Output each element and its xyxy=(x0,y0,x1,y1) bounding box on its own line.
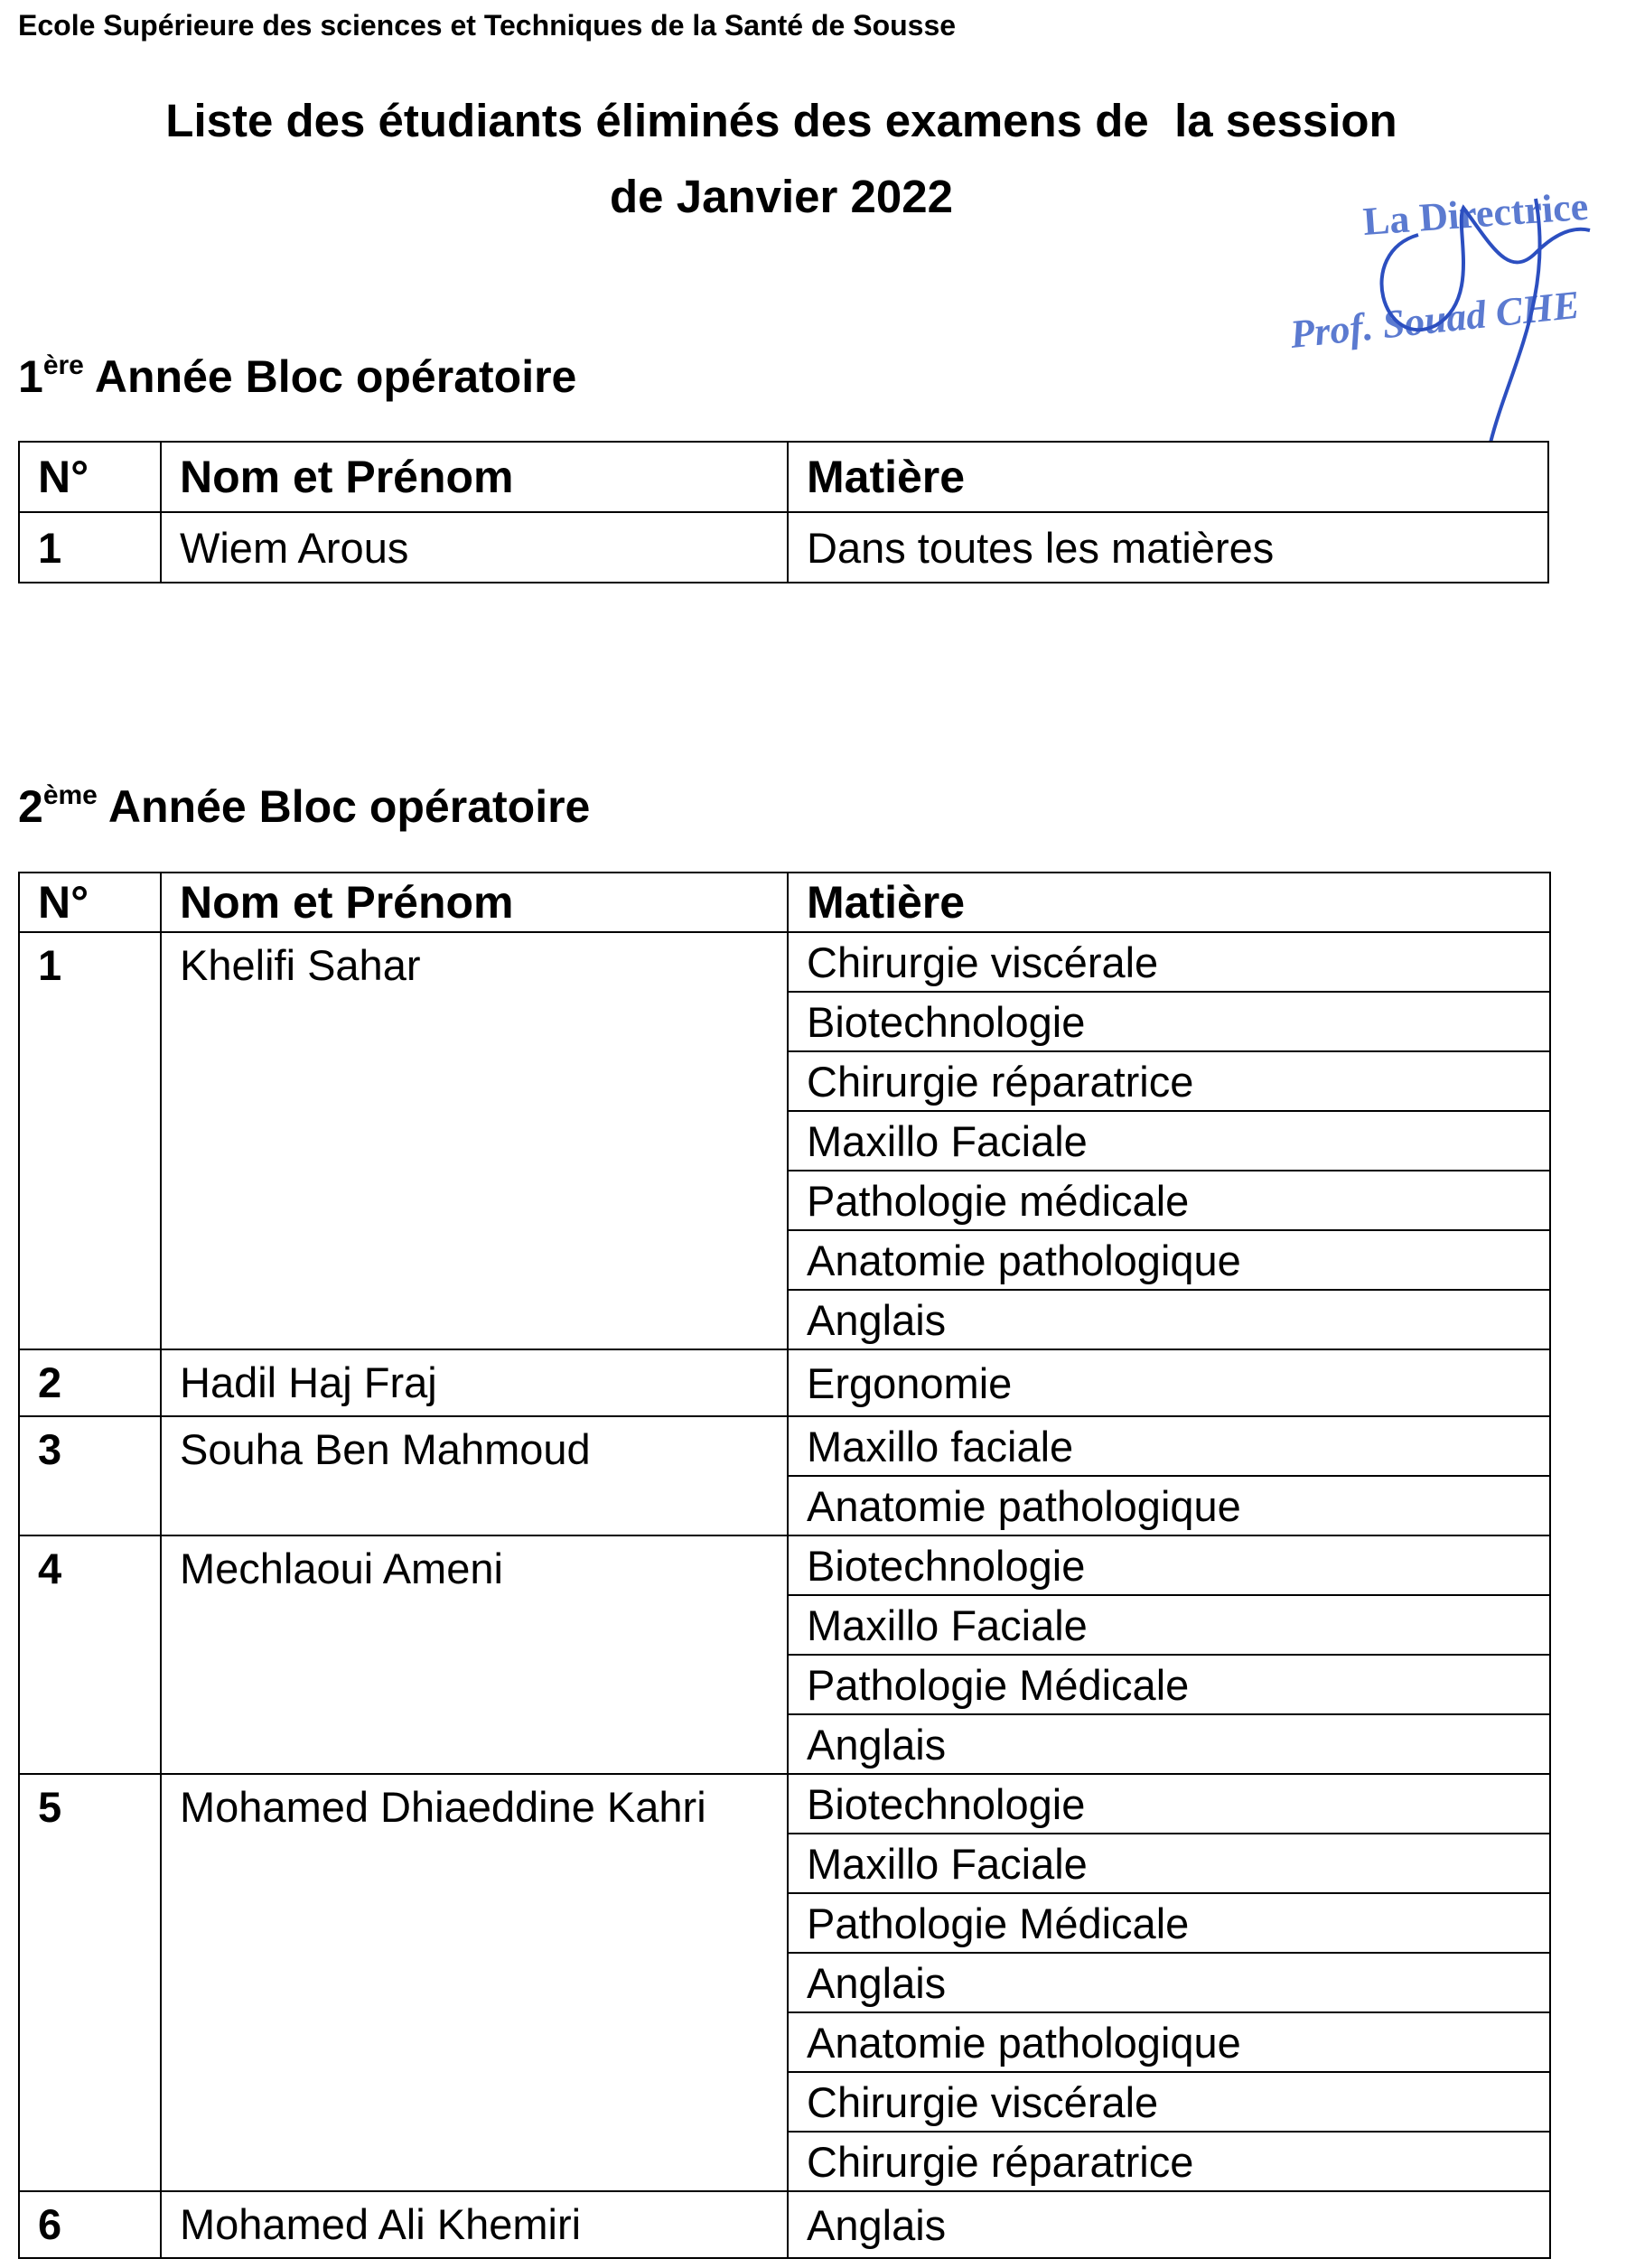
row-subject: Chirurgie viscérale xyxy=(788,932,1550,992)
row-num: 1 xyxy=(19,512,161,583)
row-num: 6 xyxy=(19,2191,161,2258)
section-1-table xyxy=(18,441,1549,583)
row-subject: Anglais xyxy=(788,1714,1550,1774)
row-subject: Maxillo Faciale xyxy=(788,1111,1550,1171)
row-name: Khelifi Sahar xyxy=(161,932,788,1349)
row-name: Mohamed Dhiaeddine Kahri xyxy=(161,1774,788,2191)
row-subject: Chirurgie réparatrice xyxy=(788,1051,1550,1111)
table-header-row xyxy=(19,873,1550,932)
row-subject: Anatomie pathologique xyxy=(788,1476,1550,1535)
row-subject: Biotechnologie xyxy=(788,1774,1550,1834)
table-row xyxy=(19,512,1548,583)
row-subject: Pathologie Médicale xyxy=(788,1655,1550,1714)
table-row xyxy=(19,1774,1550,1834)
title-line-2: de Janvier 2022 xyxy=(610,171,953,222)
row-name: Hadil Haj Fraj xyxy=(161,1349,788,1416)
row-subject: Dans toutes les matières xyxy=(788,512,1548,583)
row-subject: Pathologie Médicale xyxy=(788,1893,1550,1953)
table-header-row xyxy=(19,442,1548,512)
row-subject: Chirurgie réparatrice xyxy=(788,2132,1550,2191)
table-row xyxy=(19,1349,1550,1416)
section-2-table-body xyxy=(19,873,1550,2258)
table-row xyxy=(19,1416,1550,1476)
table-row xyxy=(19,1535,1550,1595)
row-name: Wiem Arous xyxy=(161,512,788,583)
section-1-title: 1ère Année Bloc opératoire xyxy=(18,350,577,402)
row-num: 5 xyxy=(19,1774,161,2191)
stamp-line-1: La Directrice xyxy=(1361,183,1590,244)
row-subject: Maxillo Faciale xyxy=(788,1834,1550,1893)
row-subject: Anatomie pathologique xyxy=(788,2012,1550,2072)
row-name: Mohamed Ali Khemiri xyxy=(161,2191,788,2258)
row-subject: Anglais xyxy=(788,1290,1550,1349)
row-subject: Maxillo faciale xyxy=(788,1416,1550,1476)
header-subject: Matière xyxy=(788,442,1548,512)
row-subject: Anglais xyxy=(788,2191,1550,2258)
row-num: 4 xyxy=(19,1535,161,1774)
school-name: Ecole Supérieure des sciences et Techniques de la Santé de Sousse xyxy=(18,9,957,42)
header-subject: Matière xyxy=(788,873,1550,932)
row-num: 1 xyxy=(19,932,161,1349)
director-stamp xyxy=(1283,172,1626,443)
stamp-line-2: Prof. Souad CHE xyxy=(1287,282,1582,357)
table-row xyxy=(19,932,1550,992)
table-row xyxy=(19,2191,1550,2258)
row-subject: Biotechnologie xyxy=(788,1535,1550,1595)
header-name: Nom et Prénom xyxy=(161,442,788,512)
header-num: N° xyxy=(19,873,161,932)
title-line-1: Liste des étudiants éliminés des examens de la session xyxy=(165,95,1397,146)
row-subject: Ergonomie xyxy=(788,1349,1550,1416)
row-subject: Anglais xyxy=(788,1953,1550,2012)
row-name: Souha Ben Mahmoud xyxy=(161,1416,788,1535)
section-2-table xyxy=(18,872,1551,2259)
row-num: 3 xyxy=(19,1416,161,1535)
header-name: Nom et Prénom xyxy=(161,873,788,932)
header-num: N° xyxy=(19,442,161,512)
section-2-title: 2ème Année Bloc opératoire xyxy=(18,780,591,832)
row-num: 2 xyxy=(19,1349,161,1416)
row-subject: Chirurgie viscérale xyxy=(788,2072,1550,2132)
row-subject: Anatomie pathologique xyxy=(788,1230,1550,1290)
row-subject: Biotechnologie xyxy=(788,992,1550,1051)
row-subject: Maxillo Faciale xyxy=(788,1595,1550,1655)
row-subject: Pathologie médicale xyxy=(788,1171,1550,1230)
row-name: Mechlaoui Ameni xyxy=(161,1535,788,1774)
